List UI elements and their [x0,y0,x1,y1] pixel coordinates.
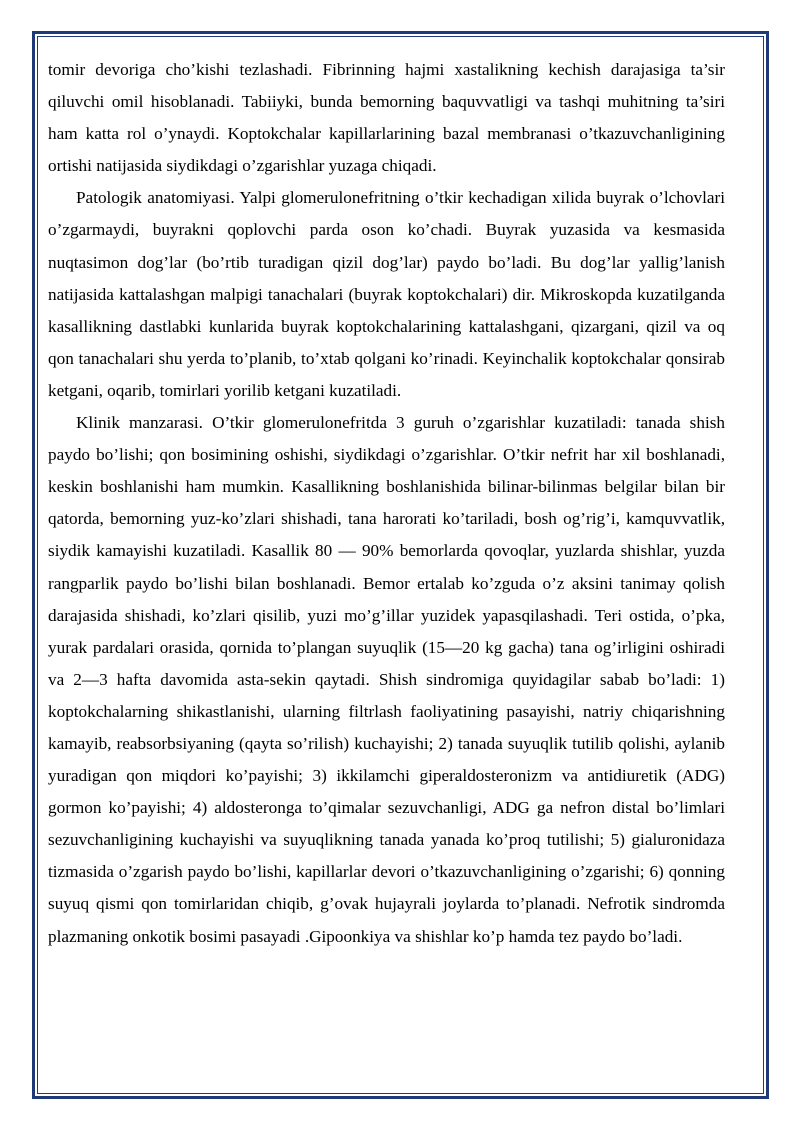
paragraph-continuation: tomir devoriga cho’kishi tezlashadi. Fibrinning hajmi xastalikning kechish darajasiga ta’sir qiluvchi omil hisoblanadi. Tabiiyki, bunda bemorning baquvvatligi va tashqi muhitning ta’siri ham katta rol o’ynaydi. Koptokchalar kapillarlarining bazal membranasi o’tkazuvchanligining ortishi natijasida siydikdagi o’zgarishlar yuzaga chiqadi. [48,60,725,176]
document-body [48,54,725,953]
paragraph-clinical-picture: Klinik manzarasi. O’tkir glomerulonefritda 3 guruh o’zgarishlar kuzatiladi: tanada shish paydo bo’lishi; qon bosimining oshishi, siydikdagi o’zgarishlar. O’tkir nefrit har xil boshlanadi, keskin boshlanishi ham mumkin. Kasallikning boshlanishida bilinar-bilinmas belgilar bilan bir qatorda, bemorning yuz-ko’zlari shishadi, tana harorati ko’tariladi, bosh og’rig’i, kamquvvatlik, siydik kamayishi kuzatiladi. Kasallik 80 — 90% bemorlarda qovoqlar, yuzlarda shishlar, yuzda rangparlik paydo bo’lishi bilan boshlanadi. Bemor ertalab ko’zguda o’z aksini tanimay qolish darajasida shishadi, ko’zlari qisilib, yuzi mo’g’illar yuzidek yapasqilashadi. Teri ostida, o’pka, yurak pardalari orasida, qornida to’plangan suyuqlik (15—20 kg gacha) tana og’irligini oshiradi va 2—3 hafta davomida asta-sekin qaytadi. Shish sindromiga quyidagilar sabab bo’ladi: 1) koptokchalarning shikastlanishi, ularning filtrlash faoliyatining pasayishi, natriy chiqarishning kamayib, reabsorbsiyaning (qayta so’rilish) kuchayishi; 2) tanada suyuqlik tutilib qolishi, aylanib yuradigan qon miqdori ko’payishi; 3) ikkilamchi giperaldosteronizm va antidiuretik (ADG) gormon ko’payishi; 4) aldosteronga to’qimalar sezuvchanligi, ADG ga nefron distal bo’limlari sezuvchanligining kuchayishi va suyuqlikning tanada yanada ko’proq tutilishi; 5) gialuronidaza tizmasida o’zgarish paydo bo’lishi, kapillarlar devori o’tkazuvchanligining o’zgarishi; 6) qonning suyuq qismi qon tomirlaridan chiqib, g’ovak hujayrali joylarda to’planadi. Nefrotik sindromda plazmaning onkotik bosimi pasayadi .Gipoonkiya va shishlar ko’p hamda tez paydo bo’ladi. [48,413,725,946]
paragraph-pathological-anatomy: Patologik anatomiyasi. Yalpi glomerulonefritning o’tkir kechadigan xilida buyrak o’lchovlari o’zgarmaydi, buyrakni qoplovchi parda oson ko’chadi. Buyrak yuzasida va kesmasida nuqtasimon dog’lar (bo’rtib turadigan qizil dog’lar) paydo bo’ladi. Bu dog’lar yallig’lanish natijasida kattalashgan malpigi tanachalari (buyrak koptokchalari) dir. Mikroskopda kuzatilganda kasallikning dastlabki kunlarida buyrak koptokchalarining kattalashgani, qizargani, qizil va oq qon tanachalari shu yerda to’planib, to’xtab qolgani ko’rinadi. Keyinchalik koptokchalar qonsirab ketgani, oqarib, tomirlari yorilib ketgani kuzatiladi. [48,188,725,400]
